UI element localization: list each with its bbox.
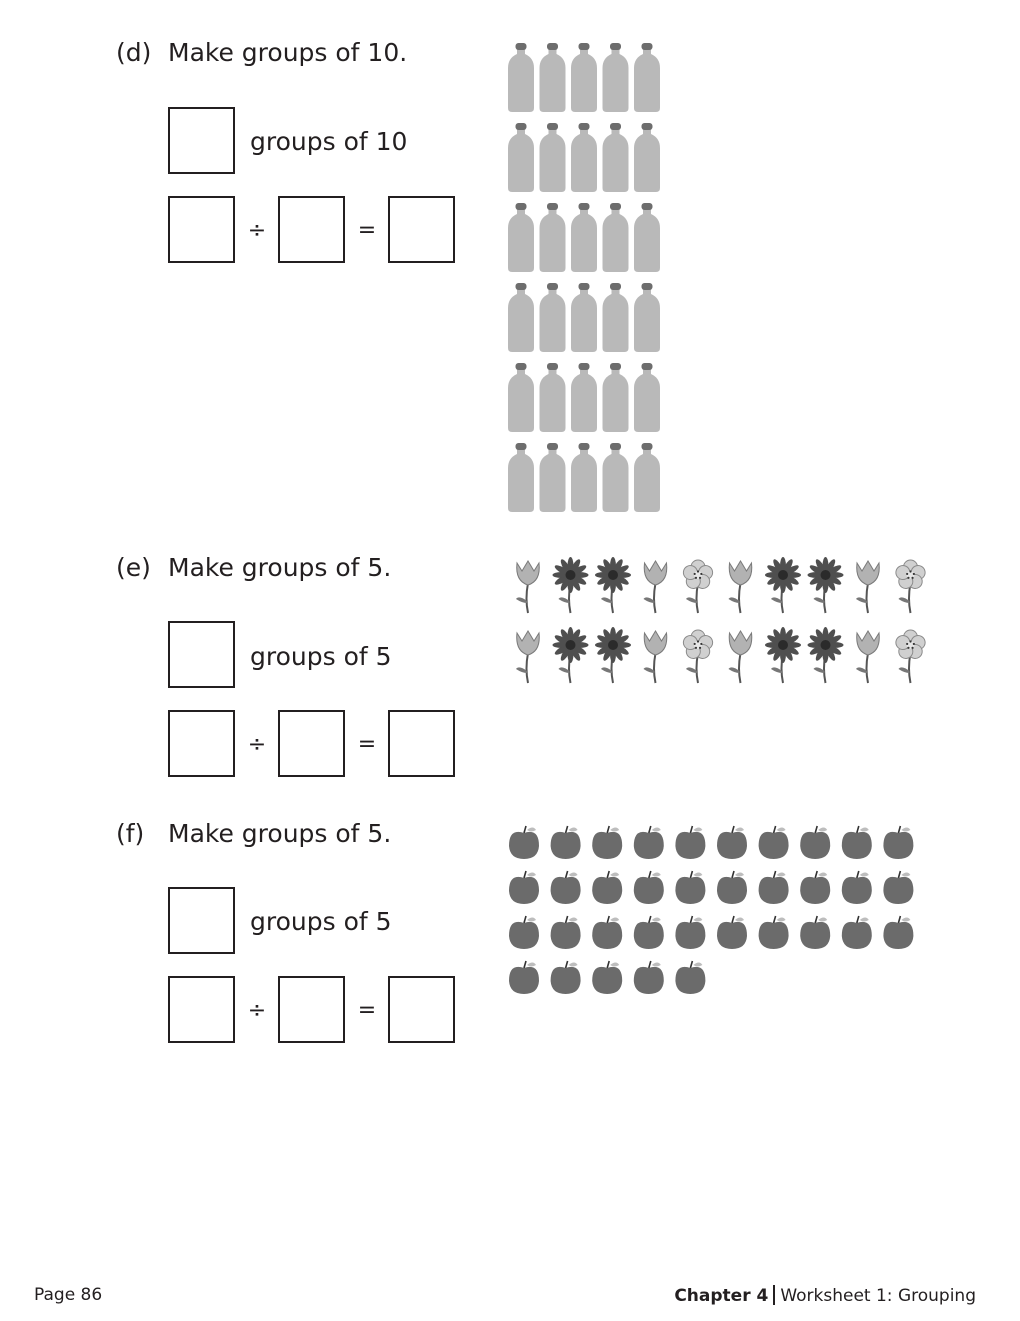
bottle-icon [634, 363, 660, 432]
bottle-icon [508, 363, 534, 432]
apple-icon [800, 871, 830, 904]
apple-icon [634, 871, 664, 904]
bottle-icon [540, 203, 566, 272]
flower-icon [682, 630, 715, 683]
flower-icon [894, 630, 927, 683]
apple-icon [800, 826, 830, 859]
groups-answer-box[interactable] [168, 887, 235, 954]
apple-icon [551, 826, 581, 859]
apples-picture [508, 820, 928, 1000]
flower-icon [856, 561, 879, 613]
flower-icon [682, 560, 715, 613]
apple-icon [717, 826, 747, 859]
apple-icon [675, 871, 705, 904]
divide-sign: ÷ [247, 732, 267, 757]
flower-icon [553, 627, 589, 683]
apple-icon [800, 916, 830, 949]
flower-icon [595, 627, 631, 683]
apple-icon [842, 916, 872, 949]
apple-icon [509, 961, 539, 994]
flower-icon [729, 561, 752, 613]
groups-label: groups of 5 [250, 907, 392, 936]
flower-icon [894, 560, 927, 613]
flower-icon [765, 557, 801, 613]
apple-icon [759, 916, 789, 949]
bottle-icon [603, 43, 629, 112]
divisor-answer-box[interactable] [278, 976, 345, 1043]
problem-label: (e) [116, 553, 151, 582]
apple-icon [509, 916, 539, 949]
apple-icon [883, 871, 913, 904]
apple-icon [634, 916, 664, 949]
problem-title: Make groups of 5. [168, 819, 392, 848]
problem-title: Make groups of 10. [168, 38, 408, 67]
flower-icon [856, 631, 879, 683]
flower-icon [765, 627, 801, 683]
bottle-icon [540, 123, 566, 192]
flower-icon [553, 557, 589, 613]
bottle-icon [634, 283, 660, 352]
bottle-icon [634, 43, 660, 112]
footer-divider [773, 1285, 775, 1305]
bottle-icon [571, 123, 597, 192]
apple-icon [842, 871, 872, 904]
bottle-icon [603, 123, 629, 192]
bottle-icon [571, 283, 597, 352]
bottles-picture [508, 40, 678, 520]
flower-icon [516, 561, 539, 613]
dividend-answer-box[interactable] [168, 710, 235, 777]
apple-icon [509, 826, 539, 859]
bottle-icon [634, 203, 660, 272]
bottle-icon [603, 363, 629, 432]
divide-sign: ÷ [247, 218, 267, 243]
apple-icon [759, 826, 789, 859]
apple-icon [634, 826, 664, 859]
bottle-icon [508, 203, 534, 272]
divide-sign: ÷ [247, 998, 267, 1023]
bottle-icon [634, 123, 660, 192]
apple-icon [717, 871, 747, 904]
problem-label: (d) [116, 38, 152, 67]
worksheet-label: Worksheet 1: Grouping [780, 1286, 976, 1306]
flower-icon [644, 631, 667, 683]
groups-answer-box[interactable] [168, 107, 235, 174]
divisor-answer-box[interactable] [278, 710, 345, 777]
quotient-answer-box[interactable] [388, 196, 455, 263]
footer-chapter-info [674, 1285, 976, 1306]
bottle-icon [540, 283, 566, 352]
apple-icon [883, 916, 913, 949]
bottle-icon [571, 43, 597, 112]
apple-icon [675, 826, 705, 859]
bottle-icon [571, 363, 597, 432]
flower-icon [808, 627, 844, 683]
apple-icon [551, 871, 581, 904]
chapter-label: Chapter 4 [674, 1286, 769, 1306]
dividend-answer-box[interactable] [168, 976, 235, 1043]
apple-icon [883, 826, 913, 859]
flower-icon [808, 557, 844, 613]
apple-icon [509, 871, 539, 904]
equals-sign: = [357, 998, 377, 1023]
bottle-icon [508, 443, 534, 512]
apple-icon [759, 871, 789, 904]
page-number: Page 86 [34, 1285, 103, 1305]
apple-icon [592, 826, 622, 859]
flowers-picture [508, 555, 928, 690]
divisor-answer-box[interactable] [278, 196, 345, 263]
bottle-icon [603, 283, 629, 352]
apple-icon [842, 826, 872, 859]
flower-icon [595, 557, 631, 613]
groups-label: groups of 5 [250, 642, 392, 671]
apple-icon [675, 916, 705, 949]
groups-answer-box[interactable] [168, 621, 235, 688]
bottle-icon [540, 443, 566, 512]
flower-icon [516, 631, 539, 683]
bottle-icon [634, 443, 660, 512]
bottle-icon [540, 43, 566, 112]
groups-label: groups of 10 [250, 127, 408, 156]
quotient-answer-box[interactable] [388, 710, 455, 777]
bottle-icon [508, 123, 534, 192]
bottle-icon [571, 443, 597, 512]
apple-icon [551, 961, 581, 994]
apple-icon [675, 961, 705, 994]
flower-icon [729, 631, 752, 683]
equals-sign: = [357, 732, 377, 757]
apple-icon [551, 916, 581, 949]
apple-icon [592, 871, 622, 904]
bottle-icon [571, 203, 597, 272]
apple-icon [634, 961, 664, 994]
bottle-icon [540, 363, 566, 432]
apple-icon [592, 961, 622, 994]
quotient-answer-box[interactable] [388, 976, 455, 1043]
dividend-answer-box[interactable] [168, 196, 235, 263]
problem-title: Make groups of 5. [168, 553, 392, 582]
equals-sign: = [357, 218, 377, 243]
problem-label: (f) [116, 819, 145, 848]
bottle-icon [603, 443, 629, 512]
apple-icon [717, 916, 747, 949]
apple-icon [592, 916, 622, 949]
flower-icon [644, 561, 667, 613]
bottle-icon [508, 283, 534, 352]
bottle-icon [508, 43, 534, 112]
bottle-icon [603, 203, 629, 272]
